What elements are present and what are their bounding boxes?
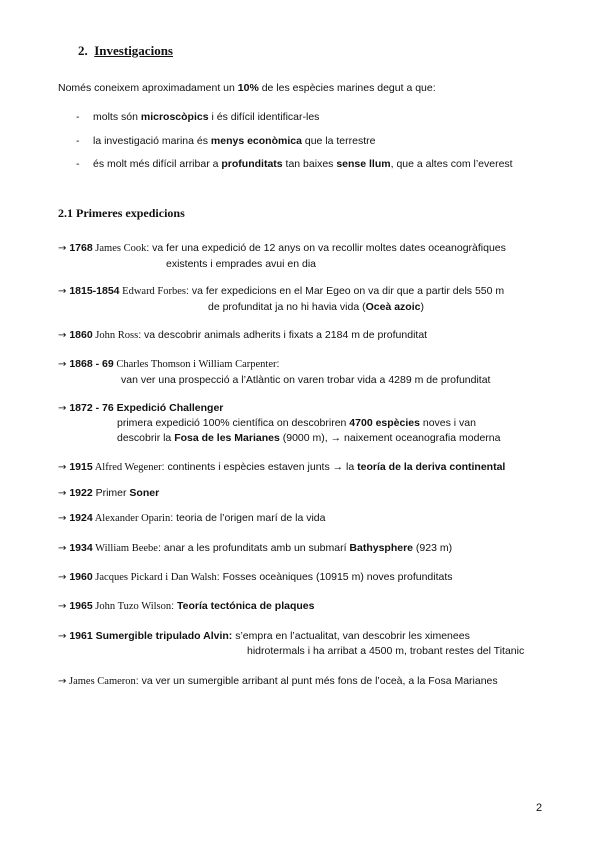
continuation-bold: Fosa de les Marianes — [174, 432, 280, 444]
timeline-entry-1934 — [58, 542, 452, 554]
entry-name: Alfred Wegener — [92, 462, 162, 473]
entry-continuation — [117, 417, 476, 429]
entry-year: 1868 - 69 — [69, 358, 114, 370]
entry-text: : — [276, 358, 280, 370]
entry-year: 1960 — [69, 571, 93, 583]
arrow-icon: → — [58, 572, 67, 583]
timeline-entry-1872 — [58, 402, 223, 414]
continuation-text: descobrir la — [117, 432, 175, 444]
page-number: 2 — [536, 802, 543, 814]
timeline-entry-1960 — [58, 571, 453, 583]
continuation-bold: 4700 espècies — [349, 417, 420, 429]
entry-text: : Fosses oceàniques (10915 m) noves profunditats — [216, 571, 453, 583]
entry-text: Primer — [92, 487, 130, 499]
entry-continuation: existents i emprades avui en dia — [166, 258, 316, 270]
continuation-text: primera expedició 100% científica on descobriren — [117, 417, 350, 429]
bullet-dash: - — [76, 135, 80, 147]
subsection-heading: 2.1 Primeres expedicions — [58, 206, 185, 220]
entry-year: 1768 — [69, 242, 93, 254]
timeline-entry-1915 — [58, 461, 505, 473]
timeline-entry-1922 — [58, 487, 159, 499]
arrow-icon: → — [58, 676, 67, 687]
bullet-bold: profunditats — [221, 158, 283, 170]
section-title: Investigacions — [94, 43, 173, 58]
arrow-icon: → — [58, 330, 67, 341]
timeline-entry-1965 — [58, 600, 314, 612]
entry-bold: Soner — [129, 487, 160, 499]
timeline-entry-1924 — [58, 512, 325, 524]
entry-name: William Beebe — [92, 543, 158, 554]
entry-year: 1922 — [69, 487, 93, 499]
entry-year: 1934 — [69, 542, 93, 554]
arrow-icon: → — [58, 359, 67, 370]
continuation-text-end: ) — [420, 301, 424, 313]
arrow-icon: → — [58, 462, 67, 473]
entry-year: 1860 — [69, 329, 93, 341]
entry-continuation — [208, 301, 424, 313]
entry-title: Expedició Challenger — [113, 402, 224, 414]
timeline-entry-1860 — [58, 329, 427, 341]
entry-continuation: hidrotermals i ha arribat a 4500 m, trobant restes del Titanic — [247, 645, 525, 657]
entry-continuation: van ver una prospecció a l’Atlàntic on varen trobar vida a 4289 m de profunditat — [121, 374, 491, 386]
intro-text: Només coneixem aproximadament un — [58, 82, 238, 94]
bullet-text-mid: tan baixes — [282, 158, 337, 170]
entry-text: : continents i espècies estaven junts → la — [161, 461, 358, 473]
entry-text-end: (923 m) — [413, 542, 453, 554]
entry-name: Jacques Pickard i Dan Walsh — [92, 572, 217, 583]
entry-name: James Cook — [92, 243, 147, 254]
arrow-icon: → — [58, 488, 67, 499]
entry-text: : va fer una expedició de 12 anys on va recollir moltes dates oceanogràfiques — [146, 242, 506, 254]
arrow-icon: → — [58, 286, 67, 297]
entry-bold: Teoría tectónica de plaques — [176, 600, 315, 612]
section-number: 2. — [78, 43, 88, 58]
bullet-text: és molt més difícil arribar a — [93, 158, 222, 170]
section-heading — [78, 43, 173, 59]
entry-text: : va fer expedicions en el Mar Egeo on va dir que a partir dels 550 m — [186, 285, 505, 297]
continuation-text-end: noves i van — [419, 417, 476, 429]
entry-continuation-2 — [117, 432, 500, 444]
continuation-text: de profunditat ja no hi havia vida ( — [208, 301, 366, 313]
bullet-text-end: , que a altes com l’everest — [390, 158, 513, 170]
bullet-text-end: i és difícil identificar-les — [208, 111, 320, 123]
arrow-icon: → — [58, 543, 67, 554]
timeline-entry-1868 — [58, 358, 279, 370]
bullet-text-end: que la terrestre — [301, 135, 376, 147]
entry-year: 1815-1854 — [69, 285, 120, 297]
bullet-dash: - — [76, 158, 80, 170]
bullet-dash: - — [76, 111, 80, 123]
entry-name: James Cameron — [66, 676, 136, 687]
entry-text: s’empra en l’actualitat, van descobrir les ximenees — [232, 630, 470, 642]
arrow-icon: → — [58, 513, 67, 524]
bullet-bold: microscòpics — [140, 111, 209, 123]
entry-year: 1965 — [69, 600, 93, 612]
entry-text: : anar a les profunditats amb un submarí — [157, 542, 350, 554]
entry-name: Charles Thomson i William Carpenter — [113, 359, 277, 370]
arrow-icon: → — [58, 601, 67, 612]
entry-text: : teoria de l’origen marí de la vida — [170, 512, 326, 524]
bullet-item — [76, 158, 513, 170]
intro-text-end: de les espècies marines degut a que: — [258, 82, 436, 94]
entry-name: John Tuzo Wilson — [92, 601, 172, 612]
arrow-icon: → — [58, 243, 67, 254]
entry-name: John Ross — [92, 330, 139, 341]
entry-name: Alexander Oparin — [92, 513, 171, 524]
bullet-bold: menys econòmica — [210, 135, 302, 147]
bullet-text: molts són — [93, 111, 141, 123]
entry-bold: teoría de la deriva continental — [357, 461, 506, 473]
entry-bold: Bathysphere — [349, 542, 414, 554]
entry-year: 1872 - 76 — [69, 402, 114, 414]
bullet-bold-2: sense llum — [336, 158, 391, 170]
intro-paragraph — [58, 82, 436, 94]
bullet-text: la investigació marina és — [93, 135, 211, 147]
arrow-icon: → — [58, 403, 67, 414]
arrow-icon: → — [58, 631, 67, 642]
bullet-item — [76, 135, 375, 147]
entry-text: : va descobrir animals adherits i fixats a 2184 m de profunditat — [138, 329, 428, 341]
entry-year: 1924 — [69, 512, 93, 524]
entry-year: 1961 Sumergible tripulado Alvin: — [69, 630, 233, 642]
bullet-item — [76, 111, 319, 123]
continuation-text-end: (9000 m), → naixement oceanografia moderna — [279, 432, 501, 444]
timeline-entry-1961 — [58, 630, 470, 642]
entry-text: : — [171, 600, 177, 612]
entry-name: Edward Forbes — [119, 286, 187, 297]
continuation-bold: Oceà azoic — [365, 301, 421, 313]
intro-bold: 10% — [237, 82, 259, 94]
timeline-entry-1815 — [58, 285, 504, 297]
entry-text: : va ver un sumergible arribant al punt més fons de l’oceà, a la Fosa Marianes — [135, 675, 498, 687]
entry-year: 1915 — [69, 461, 93, 473]
timeline-entry-cameron — [58, 675, 498, 687]
timeline-entry-1768 — [58, 242, 506, 254]
